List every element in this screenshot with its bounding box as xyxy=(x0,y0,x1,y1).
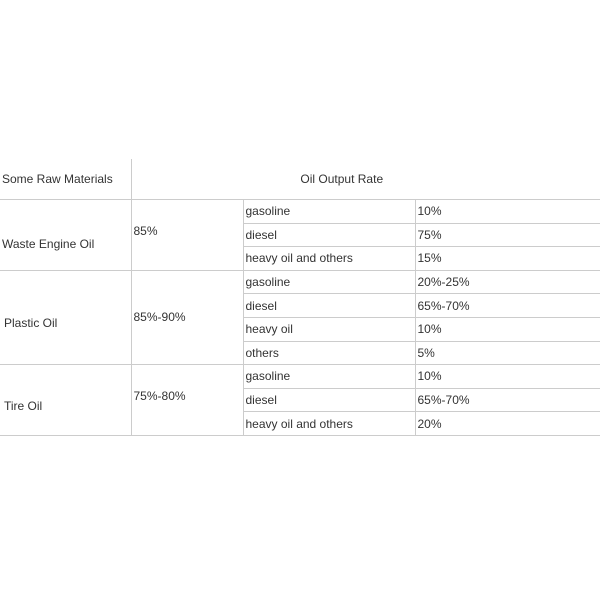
product-name: gasoline xyxy=(243,365,415,389)
product-share: 10% xyxy=(415,365,600,389)
product-name: diesel xyxy=(243,223,415,247)
material-plastic-oil: Plastic Oil xyxy=(0,270,131,364)
product-name: heavy oil and others xyxy=(243,412,415,436)
product-name: others xyxy=(243,341,415,365)
product-share: 5% xyxy=(415,341,600,365)
material-waste-engine-oil: Waste Engine Oil xyxy=(0,200,131,271)
product-share: 10% xyxy=(415,200,600,224)
product-share: 75% xyxy=(415,223,600,247)
product-name: heavy oil and others xyxy=(243,247,415,271)
rate-tire-oil: 75%-80% xyxy=(131,365,243,436)
product-name: gasoline xyxy=(243,200,415,224)
product-name: diesel xyxy=(243,294,415,318)
table-row xyxy=(0,270,600,294)
oil-output-table xyxy=(0,159,600,436)
product-share: 15% xyxy=(415,247,600,271)
product-share: 20%-25% xyxy=(415,270,600,294)
header-raw-materials: Some Raw Materials xyxy=(0,159,131,200)
product-name: diesel xyxy=(243,388,415,412)
header-oil-output-rate: Oil Output Rate xyxy=(131,159,600,200)
table-header-row xyxy=(0,159,600,200)
product-share: 20% xyxy=(415,412,600,436)
product-name: heavy oil xyxy=(243,317,415,341)
product-share: 65%-70% xyxy=(415,388,600,412)
product-name: gasoline xyxy=(243,270,415,294)
table-row xyxy=(0,365,600,389)
rate-waste-engine-oil: 85% xyxy=(131,200,243,271)
rate-plastic-oil: 85%-90% xyxy=(131,270,243,364)
product-share: 65%-70% xyxy=(415,294,600,318)
material-tire-oil: Tire Oil xyxy=(0,365,131,436)
product-share: 10% xyxy=(415,317,600,341)
table-row xyxy=(0,200,600,224)
